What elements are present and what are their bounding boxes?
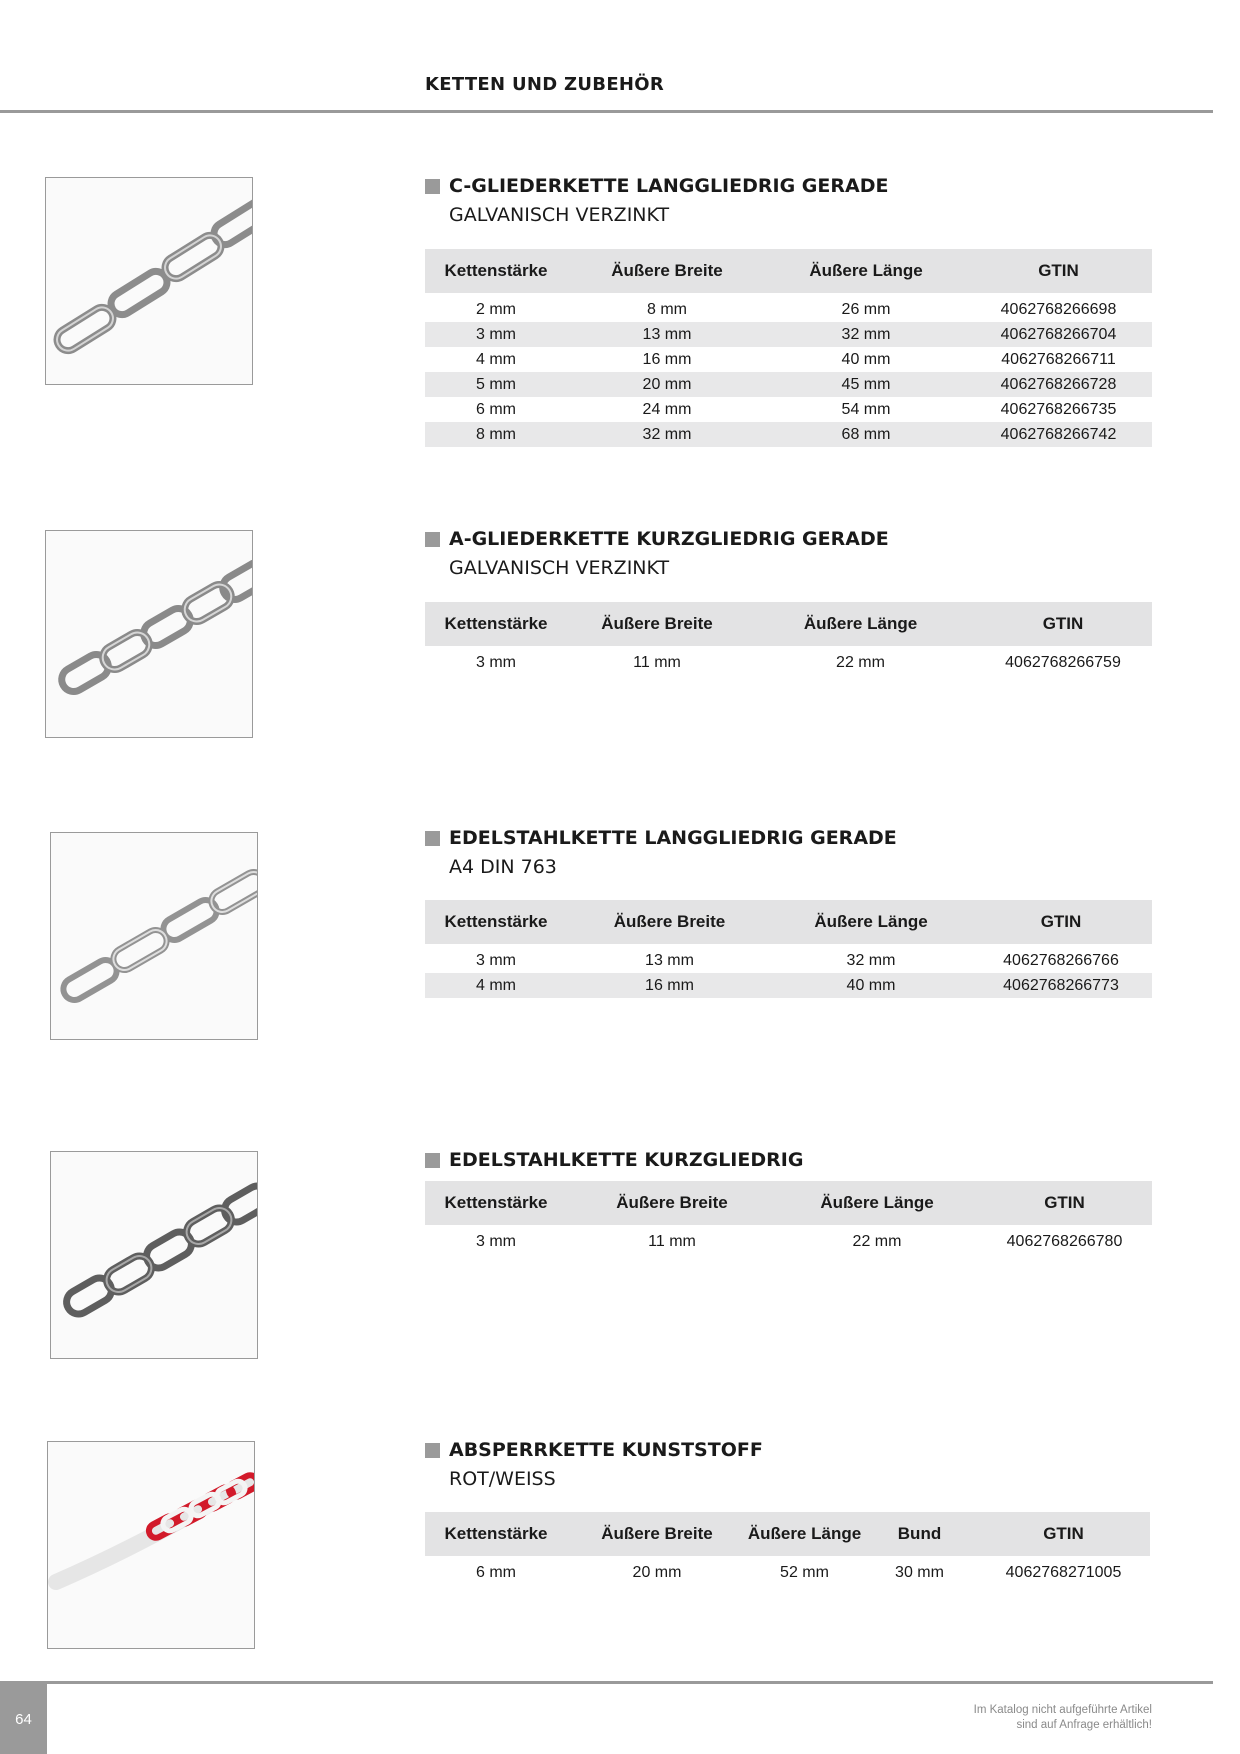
spec-table [425,1512,1150,1585]
table-cell: 22 mm [852,1232,902,1250]
column-header: GTIN [977,1512,1150,1556]
column-header: Äußere Länge [777,1181,977,1225]
spec-table [425,900,1152,998]
table-cell: 2 mm [476,300,516,318]
table-cell: 45 mm [767,372,965,397]
footer-note [974,1703,1152,1733]
table-row [425,1556,1150,1585]
column-header: Äußere Breite [567,249,767,293]
column-header: Äußere Länge [767,249,965,293]
table-cell: 8 mm [647,300,687,318]
column-header: Kettenstärke [425,249,567,293]
table-header-row [425,602,1152,646]
table-cell: 8 mm [425,422,567,447]
table-cell: 4 mm [476,350,516,368]
chain-photo-galvanized-short [45,530,253,738]
header-divider [0,110,1213,113]
section-title: A-GLIEDERKETTE KURZGLIEDRIG GERADE [449,528,889,550]
table-header-row [425,1181,1152,1225]
spec-table [425,249,1152,447]
table-cell: 26 mm [841,300,891,318]
section-subtitle: ROT/WEISS [449,1468,556,1490]
footer-note-line: sind auf Anfrage erhältlich! [1016,1719,1152,1731]
column-header: Kettenstärke [425,602,567,646]
section-title-line [425,1439,763,1461]
column-header: Äußere Breite [567,1512,747,1556]
table-row [425,973,1152,998]
table-header-row [425,1512,1150,1556]
section-subtitle: A4 DIN 763 [449,856,557,878]
table-cell: 16 mm [642,350,692,368]
square-bullet-icon [425,1443,440,1458]
section-title: EDELSTAHLKETTE KURZGLIEDRIG [449,1149,804,1171]
section-title-line [425,827,897,849]
table-header-row [425,900,1152,944]
chain-photo-galvanized-long [45,177,253,385]
section-title: EDELSTAHLKETTE LANGGLIEDRIG GERADE [449,827,897,849]
table-cell: 4062768266728 [965,372,1152,397]
table-cell: 6 mm [476,400,516,418]
square-bullet-icon [425,532,440,547]
chain-image [48,1442,254,1648]
chain-image [46,178,252,384]
table-cell: 40 mm [841,350,891,368]
table-cell: 54 mm [841,400,891,418]
table-cell: 6 mm [476,1563,516,1581]
chain-image [46,531,252,737]
table-cell: 24 mm [642,400,692,418]
column-header: Kettenstärke [425,900,567,944]
section-subtitle: GALVANISCH VERZINKT [449,557,670,579]
section-title-line [425,528,889,550]
table-cell: 4062768266735 [1000,400,1117,418]
table-header-row [425,249,1152,293]
square-bullet-icon [425,1153,440,1168]
table-cell: 4062768266759 [1005,653,1121,671]
page-header-title: KETTEN UND ZUBEHÖR [425,74,665,95]
column-header: Äußere Länge [747,602,974,646]
table-cell: 11 mm [648,1232,696,1250]
table-row [425,422,1152,447]
table-cell: 20 mm [632,1563,682,1581]
table-cell: 4062768266773 [970,973,1152,998]
spec-table [425,602,1152,675]
page-number: 64 [0,1684,47,1754]
table-cell: 4062768266711 [1001,350,1116,368]
table-cell: 13 mm [645,951,694,969]
table-cell: 32 mm [567,422,767,447]
column-header: GTIN [974,602,1152,646]
table-cell: 32 mm [846,951,896,969]
table-cell: 11 mm [633,653,681,671]
table-cell: 4062768266742 [965,422,1152,447]
column-header: Äußere Länge [747,1512,862,1556]
table-cell: 4 mm [425,973,567,998]
section-subtitle: GALVANISCH VERZINKT [449,204,670,226]
column-header: Äußere Länge [772,900,970,944]
section-title: C-GLIEDERKETTE LANGGLIEDRIG GERADE [449,175,889,197]
column-header: Bund [862,1512,977,1556]
table-row [425,1225,1152,1254]
section-title-line [425,1149,803,1171]
table-cell: 30 mm [895,1563,944,1581]
table-cell: 13 mm [567,322,767,347]
footer-note-line: Im Katalog nicht aufgeführte Artikel [973,1704,1152,1716]
footer-divider [0,1681,1213,1684]
table-row [425,944,1152,973]
table-cell: 5 mm [425,372,567,397]
column-header: Äußere Breite [567,602,747,646]
square-bullet-icon [425,831,440,846]
table-cell: 52 mm [780,1563,829,1581]
column-header: Äußere Breite [567,1181,777,1225]
column-header: GTIN [970,900,1152,944]
table-row [425,293,1152,322]
table-cell: 4062768266704 [965,322,1152,347]
square-bullet-icon [425,179,440,194]
table-cell: 16 mm [567,973,772,998]
column-header: Kettenstärke [425,1181,567,1225]
table-cell: 3 mm [476,951,516,969]
chain-photo-plastic-red-white [47,1441,255,1649]
section-title: ABSPERRKETTE KUNSTSTOFF [449,1439,763,1461]
table-cell: 20 mm [567,372,767,397]
table-cell: 4062768266780 [1006,1232,1123,1250]
table-cell: 32 mm [767,322,965,347]
chain-photo-stainless-long [50,832,258,1040]
table-cell: 68 mm [767,422,965,447]
table-cell: 3 mm [476,1232,516,1250]
table-row [425,347,1152,372]
table-cell: 40 mm [772,973,970,998]
column-header: Kettenstärke [425,1512,567,1556]
column-header: GTIN [977,1181,1152,1225]
table-cell: 4062768266698 [1000,300,1117,318]
table-row [425,372,1152,397]
chain-image [51,1152,257,1358]
table-row [425,322,1152,347]
table-cell: 4062768266766 [1003,951,1119,969]
table-row [425,646,1152,675]
column-header: Äußere Breite [567,900,772,944]
chain-photo-stainless-short [50,1151,258,1359]
column-header: GTIN [965,249,1152,293]
table-cell: 3 mm [425,322,567,347]
table-row [425,397,1152,422]
section-title-line [425,175,888,197]
table-cell: 3 mm [476,653,516,671]
chain-image [51,833,257,1039]
spec-table [425,1181,1152,1254]
table-cell: 4062768271005 [1005,1563,1122,1581]
table-cell: 22 mm [836,653,885,671]
